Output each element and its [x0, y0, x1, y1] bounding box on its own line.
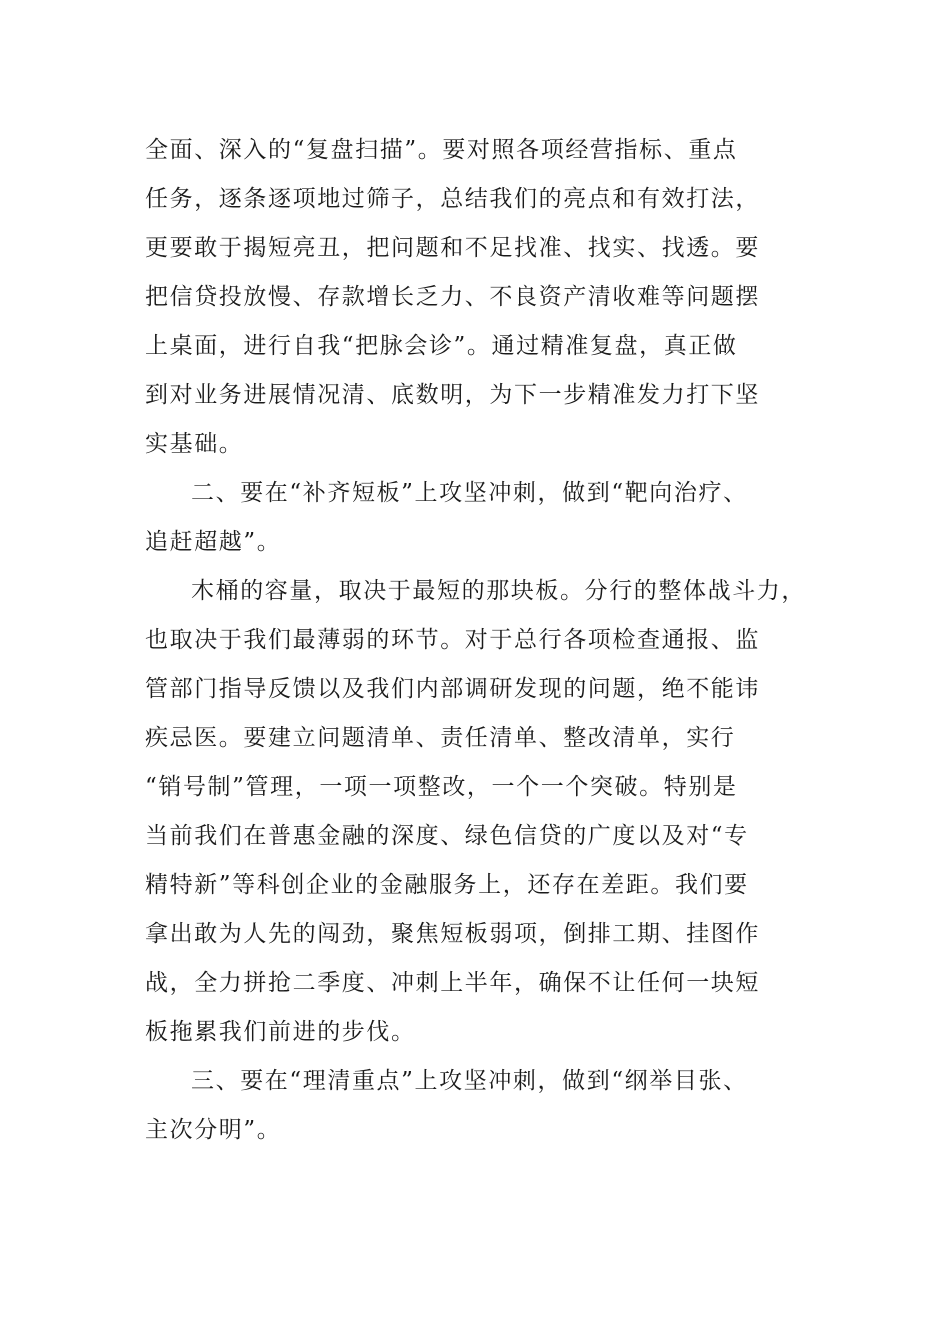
text-line: 到对业务进展情况清、底数明，为下一步精准发力打下坚: [145, 382, 760, 408]
text-line: 上桌面，进行自我“把脉会诊”。通过精准复盘，真正做: [145, 333, 738, 359]
text-line: 管部门指导反馈以及我们内部调研发现的问题，绝不能讳: [145, 676, 760, 702]
text-line: 精特新”等科创企业的金融服务上，还存在差距。我们要: [145, 872, 749, 898]
text-line: 全面、深入的“复盘扫描”。要对照各项经营指标、重点: [145, 137, 738, 163]
text-line: 任务，逐条逐项地过筛子，总结我们的亮点和有效打法，: [145, 186, 760, 212]
section-heading-3-cont: 主次分明”。: [145, 1117, 282, 1143]
text-line: 也取决于我们最薄弱的环节。对于总行各项检查通报、监: [145, 627, 760, 653]
section-heading-2: 二、要在“补齐短板”上攻坚冲刺，做到“靶向治疗、: [191, 480, 748, 506]
text-line: 当前我们在普惠金融的深度、绿色信贷的广度以及对“专: [145, 823, 749, 849]
text-line: 疾忌医。要建立问题清单、责任清单、整改清单，实行: [145, 725, 736, 751]
section-heading-2-cont: 追赶超越”。: [145, 529, 282, 555]
text-line: 把信贷投放慢、存款增长乏力、不良资产清收难等问题摆: [145, 284, 760, 310]
paragraph-start: 木桶的容量，取决于最短的那块板。分行的整体战斗力，: [191, 578, 806, 604]
text-line: 拿出敢为人先的闯劲，聚焦短板弱项，倒排工期、挂图作: [145, 921, 760, 947]
text-line: 战，全力拼抢二季度、冲刺上半年，确保不让任何一块短: [145, 970, 760, 996]
text-line: 板拖累我们前进的步伐。: [145, 1019, 416, 1045]
text-line: 实基础。: [145, 431, 244, 457]
section-heading-3: 三、要在“理清重点”上攻坚冲刺，做到“纲举目张、: [191, 1068, 748, 1094]
text-line: “销号制”管理，一项一项整改，一个一个突破。特别是: [145, 774, 738, 800]
document-body: [145, 126, 825, 1155]
text-line: 更要敢于揭短亮丑，把问题和不足找准、找实、找透。要: [145, 235, 760, 261]
